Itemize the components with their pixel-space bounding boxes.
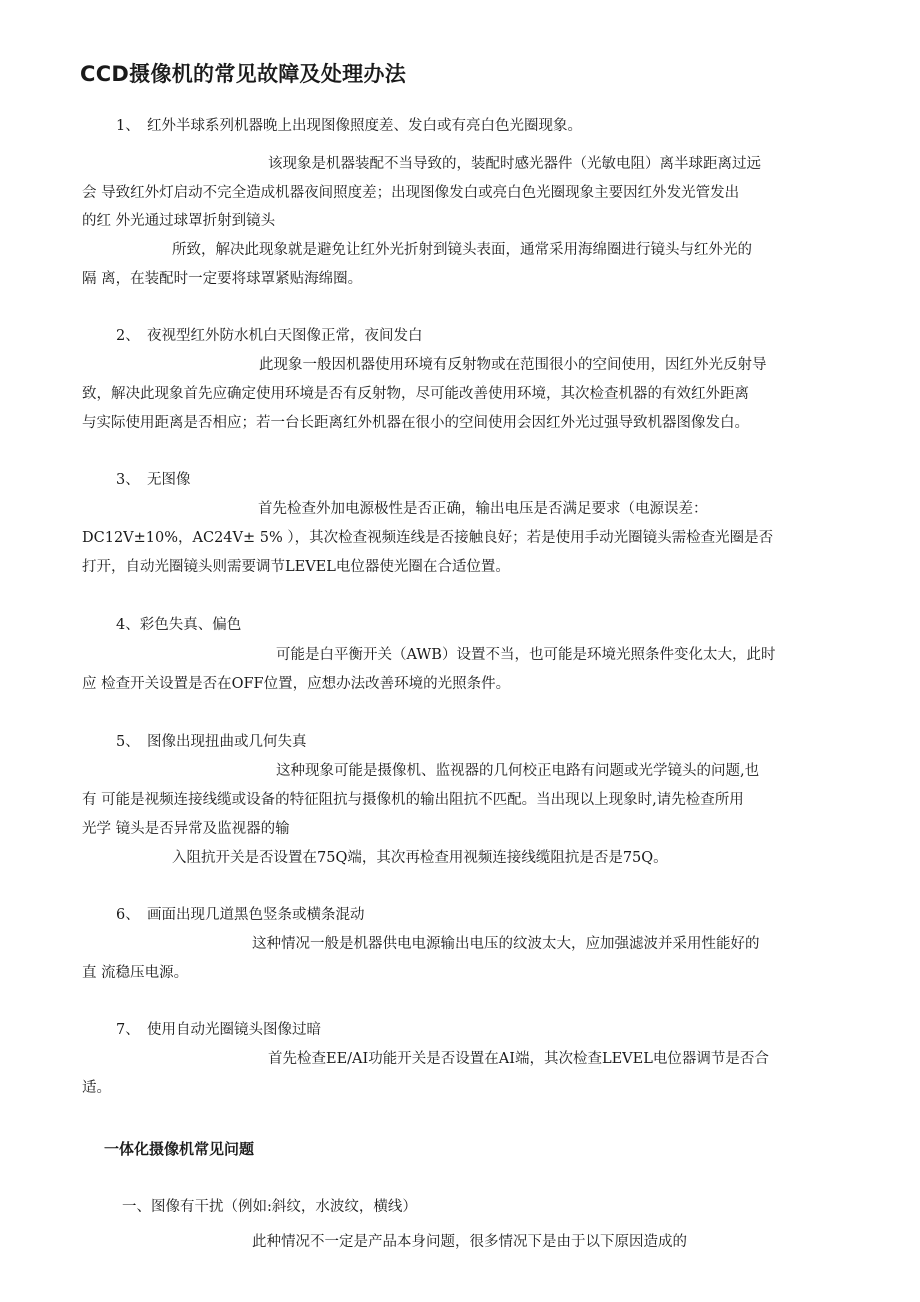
- section-3-line-3: 打开，自动光圈镜头则需要调节LEVEL电位器使光圈在合适位置。: [82, 559, 510, 575]
- section-6-heading: 6、 画面出现几道黑色竖条或横条混动: [116, 907, 365, 923]
- subsection-title: 一体化摄像机常见问题: [104, 1140, 255, 1158]
- section-6-line-2: 直 流稳压电源。: [82, 965, 189, 981]
- section-4-line-1: 可能是白平衡开关（AWB）设置不当，也可能是环境光照条件变化太大，此时: [276, 647, 776, 663]
- section-2-line-2: 致，解决此现象首先应确定使用环境是否有反射物，尽可能改善使用环境，其次检查机器的有效红外距离: [82, 386, 749, 402]
- section-1-line-2: 会 导致红外灯启动不完全造成机器夜间照度差；出现图像发白或亮白色光圈现象主要因红外发光管发出: [82, 185, 740, 201]
- section-4-line-2: 应 检查开关设置是否在OFF位置，应想办法改善环境的光照条件。: [82, 676, 511, 692]
- section-5-line-2: 有 可能是视频连接线缆或设备的特征阻抗与摄像机的输出阻抗不匹配。当出现以上现象时,请先检查所用: [82, 792, 744, 808]
- section-1-heading: 1、 红外半球系列机器晚上出现图像照度差、发白或有亮白色光圈现象。: [116, 118, 582, 134]
- subsection-item-heading: 一、图像有干扰（例如:斜纹，水波纹，横线）: [122, 1199, 417, 1215]
- section-5-heading: 5、 图像出现扭曲或几何失真: [116, 734, 307, 750]
- section-4-heading: 4、彩色失真、偏色: [116, 617, 242, 633]
- section-5-line-1: 这种现象可能是摄像机、监视器的几何校正电路有问题或光学镜头的问题,也: [276, 763, 760, 779]
- section-2-line-1: 此现象一般因机器使用环境有反射物或在范围很小的空间使用，因红外光反射导: [259, 357, 767, 373]
- section-1-line-5: 隔 离，在装配时一定要将球罩紧贴海绵圈。: [82, 271, 363, 287]
- subsection-item-line-1: 此种情况不一定是产品本身问题，很多情况下是由于以下原因造成的: [252, 1234, 687, 1250]
- section-7-line-1: 首先检查EE/AI功能开关是否设置在AI端，其次检查LEVEL电位器调节是否合: [268, 1051, 769, 1067]
- section-6-line-1: 这种情况一般是机器供电电源输出电压的纹波太大，应加强滤波并采用性能好的: [252, 936, 760, 952]
- section-1-line-3: 的红 外光通过球罩折射到镜头: [82, 213, 276, 229]
- section-1-line-1: 该现象是机器装配不当导致的，装配时感光器件（光敏电阻）离半球距离过远: [268, 156, 761, 172]
- section-5-line-4: 入阻抗开关是否设置在75Q端，其次再检查用视频连接线缆阻抗是否是75Q。: [172, 850, 668, 866]
- section-2-line-3: 与实际使用距离是否相应；若一台长距离红外机器在很小的空间使用会因红外光过强导致机器图像发白。: [82, 415, 749, 431]
- section-3-line-2: DC12V±10%，AC24V± 5% ），其次检查视频连线是否接触良好；若是使用手动光圈镜头需检查光圈是否: [82, 530, 774, 546]
- section-5-line-3: 光学 镜头是否异常及监视器的输: [82, 821, 290, 837]
- section-3-line-1: 首先检查外加电源极性是否正确，输出电压是否满足要求（电源误差：: [258, 501, 708, 517]
- section-7-line-2: 适。: [82, 1080, 111, 1096]
- section-1-line-4: 所致，解决此现象就是避免让红外光折射到镜头表面，通常采用海绵圈进行镜头与红外光的: [172, 242, 752, 258]
- section-3-heading: 3、 无图像: [116, 472, 191, 488]
- section-7-heading: 7、 使用自动光圈镜头图像过暗: [116, 1022, 321, 1038]
- section-2-heading: 2、 夜视型红外防水机白天图像正常，夜间发白: [116, 328, 423, 344]
- document-title: CCD摄像机的常见故障及处理办法: [80, 62, 407, 86]
